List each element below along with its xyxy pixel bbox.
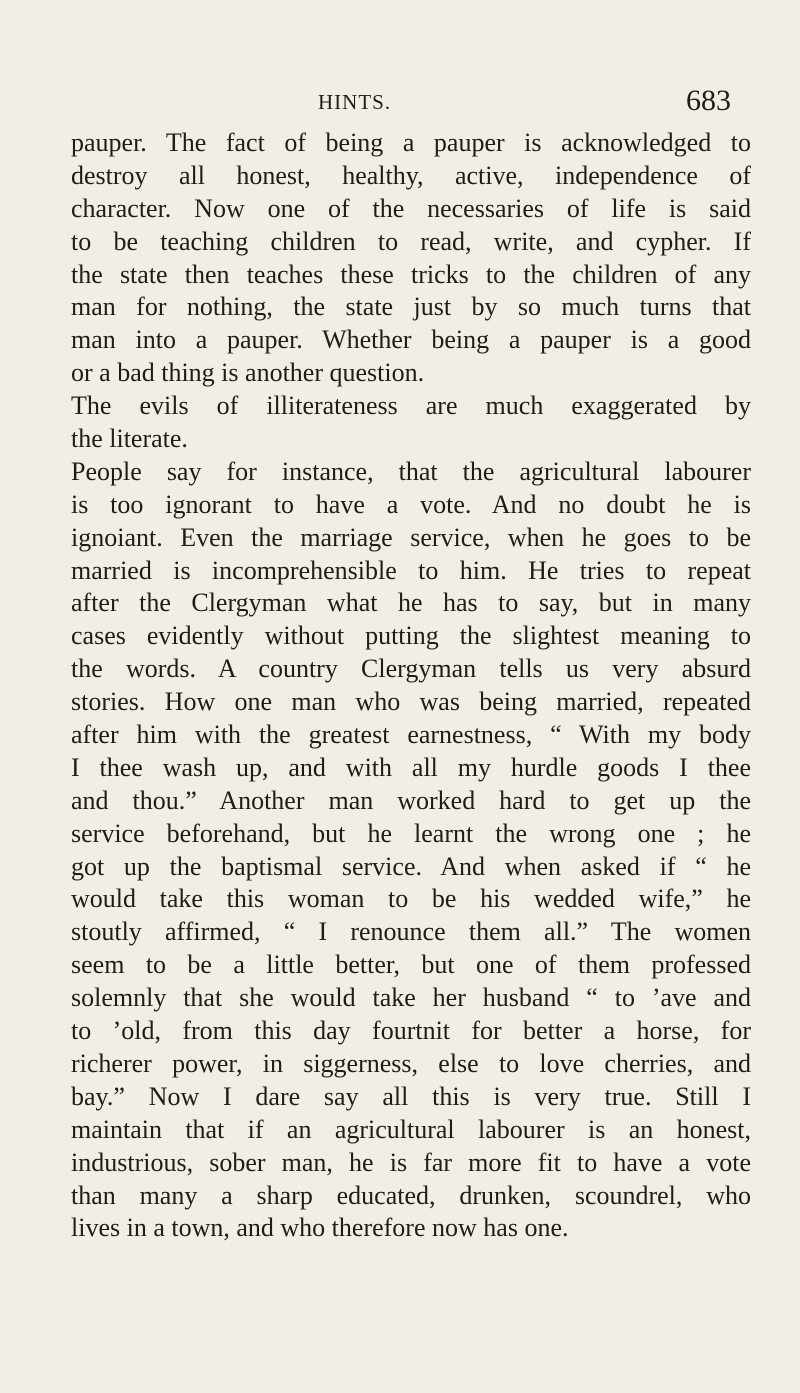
text-line: than many a sharp educated, drunken, scoundrel, who bbox=[71, 1180, 751, 1210]
text-line: the literate. bbox=[71, 424, 188, 454]
text-line: bay.” Now I dare say all this is very true. Still I bbox=[71, 1081, 751, 1111]
running-head bbox=[0, 84, 800, 124]
text-line: got up the baptismal service. And when asked if “ he bbox=[71, 851, 751, 881]
text-line: industrious, sober man, he is far more fit to have a vote bbox=[71, 1147, 751, 1177]
text-line: pauper. The fact of being a pauper is acknowledged to bbox=[71, 128, 751, 157]
text-line: cases evidently without putting the slightest meaning to bbox=[71, 621, 751, 651]
text-line: richerer power, in siggerness, else to love cherries, and bbox=[71, 1048, 751, 1078]
body-text bbox=[71, 127, 751, 1245]
text-line: service beforehand, but he learnt the wrong one ; he bbox=[71, 818, 751, 848]
text-line: seem to be a little better, but one of them professed bbox=[71, 950, 751, 980]
text-line: man for nothing, the state just by so much turns that bbox=[71, 292, 751, 322]
text-line: stories. How one man who was being married, repeated bbox=[71, 687, 751, 717]
text-line: character. Now one of the necessaries of life is said bbox=[71, 193, 751, 223]
text-line: is too ignorant to have a vote. And no doubt he is bbox=[71, 489, 751, 519]
text-line: lives in a town, and who therefore now has one. bbox=[71, 1213, 569, 1243]
text-line: I thee wash up, and with all my hurdle goods I thee bbox=[71, 752, 751, 782]
text-line: destroy all honest, healthy, active, independence of bbox=[71, 160, 751, 190]
text-line: the words. A country Clergyman tells us very absurd bbox=[71, 654, 751, 684]
text-line: ignoiant. Even the marriage service, when he goes to be bbox=[71, 522, 751, 552]
text-line: or a bad thing is another question. bbox=[71, 358, 425, 388]
text-line: stoutly affirmed, “ I renounce them all.” The women bbox=[71, 917, 751, 947]
text-line: and thou.” Another man worked hard to get up the bbox=[71, 785, 751, 815]
text-line: married is incomprehensible to him. He tries to repeat bbox=[71, 555, 751, 585]
text-line: People say for instance, that the agricultural labourer bbox=[71, 456, 751, 486]
text-line: to be teaching children to read, write, and cypher. If bbox=[71, 226, 751, 256]
running-title: HINTS. bbox=[318, 90, 392, 114]
text-line: maintain that if an agricultural labourer is an honest, bbox=[71, 1114, 751, 1144]
text-line: to ’old, from this day fourtnit for better a horse, for bbox=[71, 1016, 751, 1046]
text-line: after him with the greatest earnestness, “ With my body bbox=[71, 720, 751, 750]
text-line: solemnly that she would take her husband “ to ’ave and bbox=[71, 983, 751, 1013]
text-line: The evils of illiterateness are much exaggerated by bbox=[71, 391, 751, 421]
text-line: after the Clergyman what he has to say, but in many bbox=[71, 588, 751, 618]
page-number: 683 bbox=[686, 84, 731, 117]
text-line: would take this woman to be his wedded wife,” he bbox=[71, 884, 751, 914]
text-line: man into a pauper. Whether being a pauper is a good bbox=[71, 325, 751, 355]
text-line: the state then teaches these tricks to the children of any bbox=[71, 259, 751, 289]
